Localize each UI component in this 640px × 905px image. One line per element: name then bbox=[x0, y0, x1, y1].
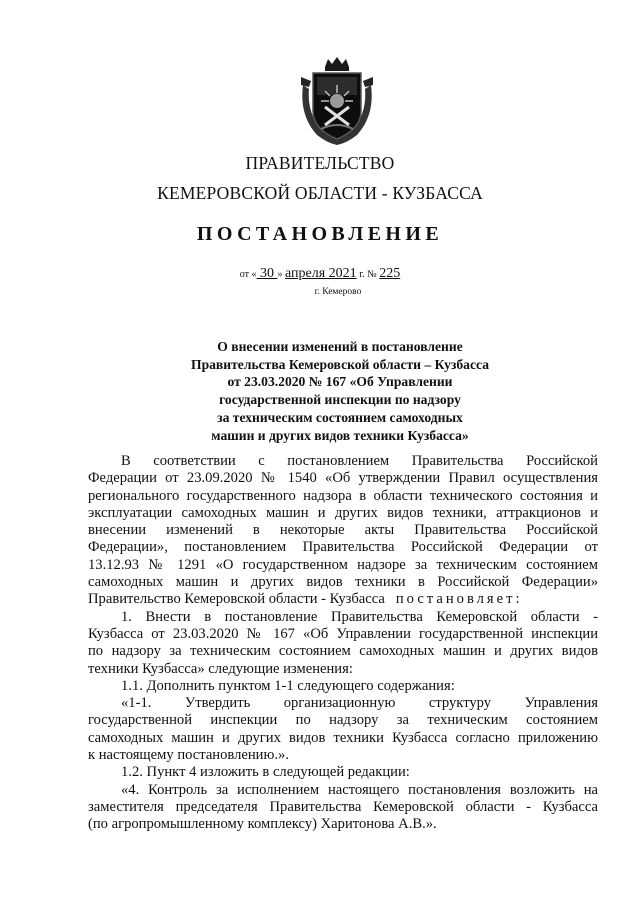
title-line: Правительства Кемеровской области – Кузбасса bbox=[191, 356, 489, 372]
document-body bbox=[88, 453, 598, 834]
body-line: техники Кузбасса» следующие изменения: bbox=[88, 660, 353, 677]
government-line-2: КЕМЕРОВСКОЙ ОБЛАСТИ - КУЗБАССА bbox=[157, 183, 483, 203]
body-line: Кузбасса от 23.03.2020 № 167 «Об Управлении государственной инспекции bbox=[88, 625, 598, 642]
date-prefix: от « bbox=[239, 269, 257, 280]
body-line: «1-1. Утвердить организационную структуру Управления bbox=[121, 695, 598, 712]
date-month-year: апреля 2021 bbox=[285, 266, 357, 281]
body-line: заместителя председателя Правительства Кемеровской области - Кузбасса bbox=[88, 798, 598, 815]
body-line: самоходных машин и других видов техники в Российской Федерации» bbox=[88, 574, 598, 591]
body-line: государственной инспекции по надзору за техническим состоянием bbox=[88, 712, 598, 729]
postanovlyaet-word: постановляет: bbox=[395, 591, 523, 608]
body-line: 1.2. Пункт 4 изложить в следующей редакции: bbox=[121, 764, 410, 781]
city-line: г. Кемерово bbox=[314, 287, 362, 297]
body-line bbox=[88, 591, 598, 608]
body-line: «4. Контроль за исполнением настоящего постановления возложить на bbox=[121, 781, 598, 798]
body-line: Федерации от 23.09.2020 № 1540 «Об утверждении Правил осуществления bbox=[88, 470, 598, 487]
decree-number: 225 bbox=[379, 266, 401, 281]
body-line: внесении изменений в некоторые акты Правительства Российской bbox=[88, 522, 598, 539]
document-title bbox=[130, 338, 550, 444]
body-line: к настоящему постановлению.». bbox=[88, 747, 289, 764]
date-year-suffix: г. bbox=[356, 269, 368, 280]
government-name: Правительство Кемеровской области - Кузбасса bbox=[88, 591, 385, 608]
body-line: Федерации», постановлением Правительства Российской Федерации от bbox=[88, 539, 598, 556]
title-line: машин и других видов техники Кузбасса» bbox=[211, 427, 469, 443]
date-number-line bbox=[0, 266, 640, 282]
title-line: от 23.03.2020 № 167 «Об Управлении bbox=[227, 374, 453, 390]
title-line: О внесении изменений в постановление bbox=[217, 339, 463, 354]
body-line: по надзору за техническим состоянием самоходных машин и других видов bbox=[88, 643, 598, 660]
title-line: государственной инспекции по надзору bbox=[219, 392, 461, 408]
coat-of-arms-emblem bbox=[297, 55, 377, 147]
body-line: эксплуатации самоходных машин и других видов техники, аттракционов и bbox=[88, 504, 598, 521]
date-mid: » bbox=[277, 269, 286, 280]
body-line: самоходных машин и других видов техники Кузбасса согласно приложению bbox=[88, 729, 598, 746]
government-line-1: ПРАВИТЕЛЬСТВО bbox=[245, 153, 395, 173]
body-line: 1.1. Дополнить пунктом 1-1 следующего содержания: bbox=[121, 677, 455, 694]
body-line: регионального государственного надзора в области технического состояния и bbox=[88, 487, 598, 504]
body-line: 13.12.93 № 1291 «О государственном надзоре за техническим состоянием bbox=[88, 556, 598, 573]
body-line: (по агропромышленному комплексу) Харитонова А.В.». bbox=[88, 816, 437, 833]
number-label: № bbox=[367, 269, 380, 280]
body-line: 1. Внести в постановление Правительства Кемеровской области - bbox=[121, 608, 598, 625]
body-line: В соответствии с постановлением Правительства Российской bbox=[121, 453, 598, 469]
date-day: 30 bbox=[256, 266, 278, 281]
document-type-heading: ПОСТАНОВЛЕНИЕ bbox=[196, 223, 444, 245]
title-line: за техническим состоянием самоходных bbox=[217, 409, 463, 425]
